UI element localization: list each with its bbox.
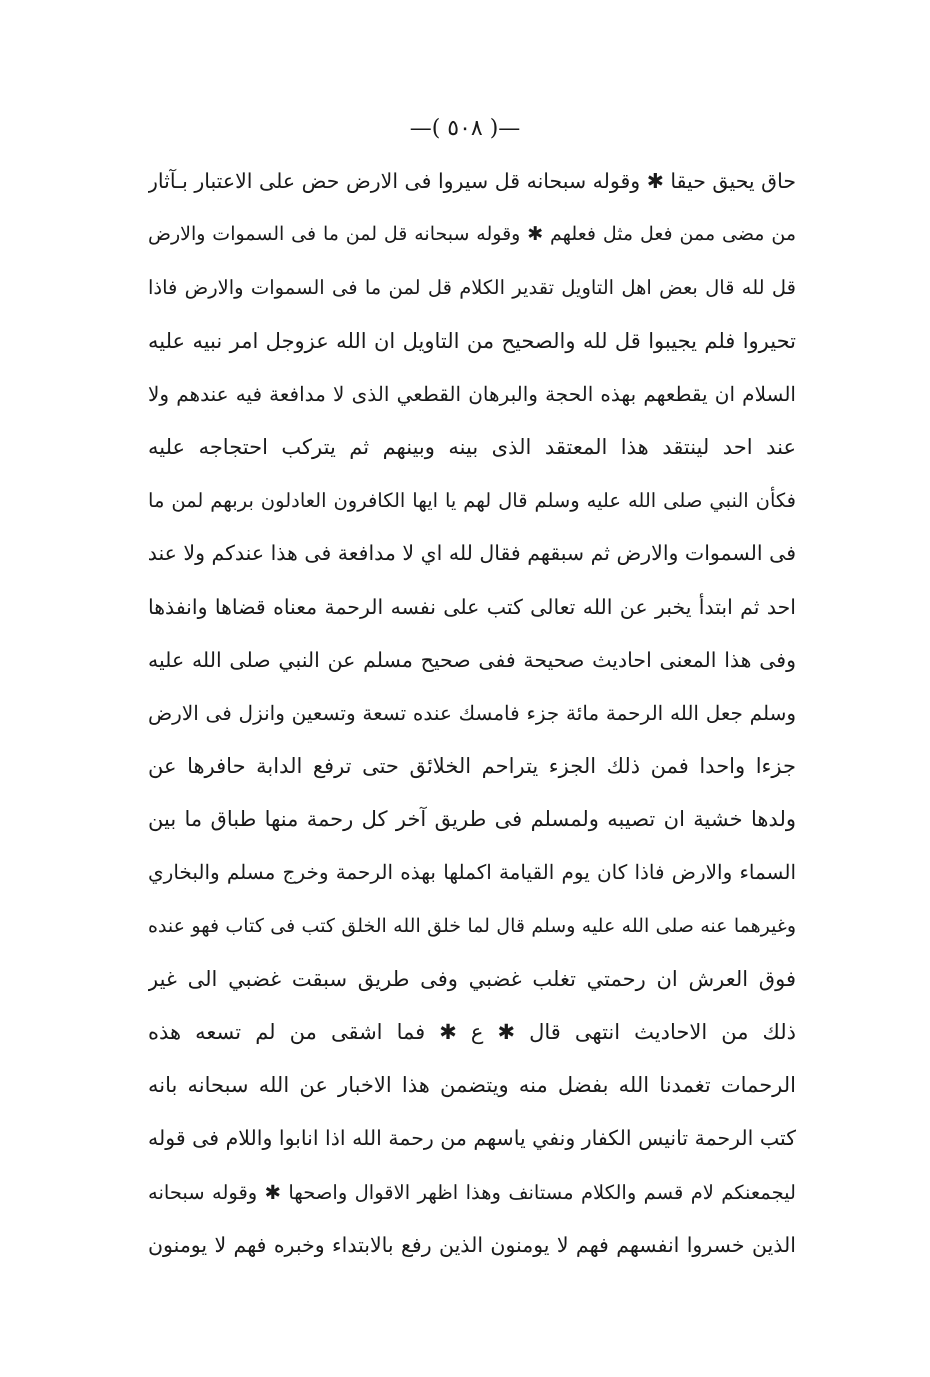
text-line: فى السموات والارض ثم سبقهم فقال لله اي لا مدافعة فى هذا عندكم ولا عند [148,541,796,566]
text-line: كتب الرحمة تانيس الكفار ونفي ياسهم من رحمة الله اذا انابوا واللام فى قوله [148,1126,796,1151]
text-line: فوق العرش ان رحمتي تغلب غضبي وفى طريق سبقت غضبي الى غير [148,966,796,991]
text-line: قل لله قال بعض اهل التاويل تقدير الكلام قل لمن ما فى السموات والارض فاذا [148,276,796,300]
text-line: عند احد لينتقد هذا المعتقد الذى بينه وبينهم ثم يتركب احتجاجه عليه [148,434,796,459]
text-line: فكأن النبي صلى الله عليه وسلم قال لهم يا ايها الكافرون العادلون بربهم لمن ما [148,489,796,513]
text-line: السماء والارض فاذا كان يوم القيامة اكملها بهذه الرحمة وخرج مسلم والبخاري [148,860,796,885]
text-line: وغيرهما عنه صلى الله عليه وسلم قال لما خلق الله الخلق كتب فى كتاب فهو عنده [148,914,796,937]
text-line: السلام ان يقطعهم بهذه الحجة والبرهان القطعي الذى لا مدافعة فيه عندهم ولا [148,381,796,406]
text-line: ولدها خشية ان تصيبه ولمسلم فى طريق آخر كل رحمة منها طباق ما بين [148,807,796,832]
text-line: الذين خسروا انفسهم فهم لا يومنون الذين رفع بالابتداء وخبره فهم لا يومنون [148,1232,796,1257]
text-line: جزءا واحدا فمن ذلك الجزء يتراحم الخلائق حتى ترفع الدابة حافرها عن [148,754,796,779]
text-line: الرحمات تغمدنا الله بفضل منه ويتضمن هذا الاخبار عن الله سبحانه بانه [148,1073,796,1098]
text-line: ليجمعنكم لام قسم والكلام مستانف وهذا اظهر الاقوال واصحها ✱ وقوله سبحانه [148,1180,796,1204]
text-line: من مضى ممن فعل مثل فعلهم ✱ وقوله سبحانه قل لمن ما فى السموات والارض [148,223,796,246]
text-line: وسلم جعل الله الرحمة مائة جزء فامسك عنده تسعة وتسعين وانزل فى الارض [148,700,796,725]
text-line: حاق يحيق حيقا ✱ وقوله سبحانه قل سيروا فى الارض حض على الاعتبار بـآثار [148,169,796,193]
text-line: وفى هذا المعنى احاديث صحيحة ففى صحيح مسلم عن النبي صلى الله عليه [148,647,796,672]
body-text [148,155,796,1272]
text-line: احد ثم ابتدأ يخبر عن الله تعالى كتب على نفسه الرحمة معناه قضاها وانفذها [148,594,796,619]
page-number: —( ٥٠٨ )— [409,116,521,141]
text-line: ذلك من الاحاديث انتهى قال ✱ ع ✱ فما اشقى من لم تسعه هذه [148,1020,796,1044]
text-line: تحيروا فلم يجيبوا قل لله والصحيح من التاويل ان الله عزوجل امر نبيه عليه [148,328,796,353]
